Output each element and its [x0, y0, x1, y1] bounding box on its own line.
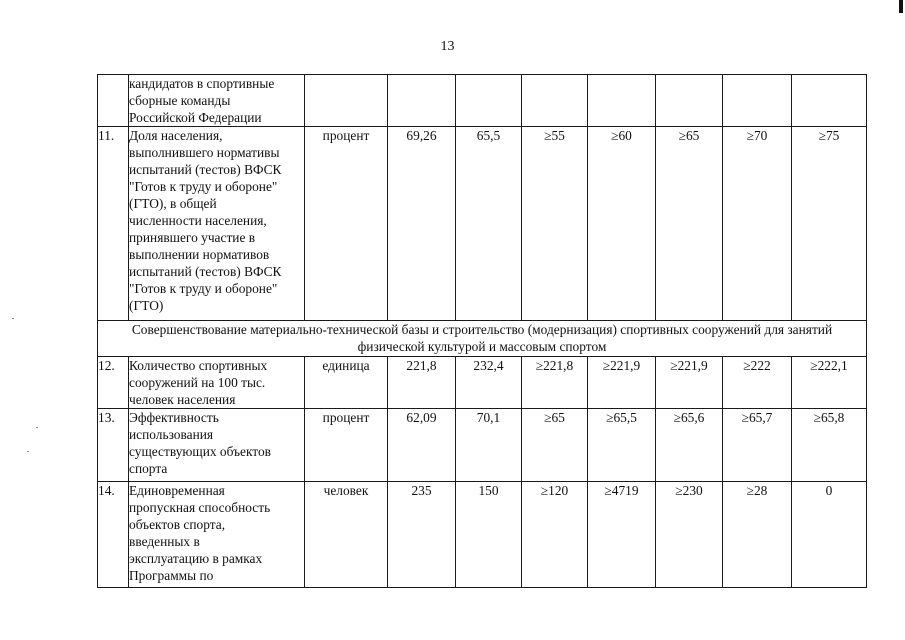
unit-cell: процент [305, 409, 388, 482]
indicator-name-line: "Готов к труду и обороне" [129, 179, 278, 194]
value-cell: ≥70 [723, 127, 792, 321]
table-row [98, 75, 867, 127]
scan-speck [27, 451, 29, 452]
value-cell: ≥55 [522, 127, 588, 321]
indicator-name-line: кандидатов в спортивные [129, 76, 275, 91]
page-number: 13 [440, 39, 455, 54]
indicator-name-line: испытаний (тестов) ВФСК [129, 162, 282, 177]
value-cell [388, 75, 456, 127]
value-cell: 69,26 [388, 127, 456, 321]
indicator-name-line: испытаний (тестов) ВФСК [129, 264, 282, 279]
indicator-name-line: сооружений на 100 тыс. [129, 375, 266, 390]
indicator-name-line: сборные команды [129, 93, 231, 108]
indicator-name-line: пропускная способность [129, 500, 271, 515]
value-cell: ≥60 [588, 127, 656, 321]
indicator-name-line: спорта [129, 461, 168, 476]
table-row [98, 482, 867, 588]
indicator-name-line: численности населения, [129, 213, 267, 228]
table-body [98, 75, 867, 588]
indicator-name-line: Доля населения, [129, 128, 223, 143]
indicator-name-line: человек населения [129, 392, 236, 407]
indicator-name [129, 409, 305, 482]
value-cell: ≥120 [522, 482, 588, 588]
value-cell: 0 [792, 482, 867, 588]
value-cell: 221,8 [388, 357, 456, 409]
indicator-name-line: объектов спорта, [129, 517, 226, 532]
indicator-name [129, 127, 305, 321]
value-cell: ≥28 [723, 482, 792, 588]
indicator-name-line: введенных в [129, 534, 200, 549]
value-cell [656, 75, 723, 127]
row-number: 12. [98, 357, 129, 409]
value-cell: 70,1 [456, 409, 522, 482]
indicator-name-line: принявшего участие в [129, 230, 256, 245]
indicator-name-line: "Готов к труду и обороне" [129, 281, 278, 296]
value-cell: 65,5 [456, 127, 522, 321]
indicator-name-line: Российской Федерации [129, 110, 262, 125]
value-cell: ≥221,8 [522, 357, 588, 409]
indicator-name [129, 357, 305, 409]
indicator-name-line: существующих объектов [129, 444, 271, 459]
scan-speck [12, 318, 14, 319]
table-row [98, 127, 867, 321]
value-cell: ≥221,9 [588, 357, 656, 409]
unit-cell: человек [305, 482, 388, 588]
value-cell: ≥65,8 [792, 409, 867, 482]
indicator-name-line: эксплуатацию в рамках [129, 551, 263, 566]
value-cell: ≥4719 [588, 482, 656, 588]
table-row [98, 409, 867, 482]
unit-cell: единица [305, 357, 388, 409]
table-row [98, 357, 867, 409]
indicator-name-line: Количество спортивных [129, 358, 268, 373]
scan-edge-mark [899, 0, 903, 13]
value-cell: 235 [388, 482, 456, 588]
value-cell: 62,09 [388, 409, 456, 482]
value-cell [522, 75, 588, 127]
unit-cell [305, 75, 388, 127]
value-cell: ≥221,9 [656, 357, 723, 409]
section-row [98, 321, 867, 357]
indicator-name [129, 75, 305, 127]
value-cell [792, 75, 867, 127]
value-cell: ≥65 [656, 127, 723, 321]
value-cell: ≥65,5 [588, 409, 656, 482]
value-cell: ≥222 [723, 357, 792, 409]
indicator-name-line: (ГТО), в общей [129, 196, 217, 211]
row-number: 13. [98, 409, 129, 482]
scan-speck [36, 427, 38, 428]
value-cell: 150 [456, 482, 522, 588]
value-cell: 232,4 [456, 357, 522, 409]
value-cell: ≥75 [792, 127, 867, 321]
value-cell: ≥230 [656, 482, 723, 588]
indicator-name-line: Программы по [129, 568, 214, 583]
value-cell [588, 75, 656, 127]
value-cell: ≥222,1 [792, 357, 867, 409]
row-number: 14. [98, 482, 129, 588]
row-number [98, 75, 129, 127]
indicator-name-line: выполнившего нормативы [129, 145, 280, 160]
indicator-name-line: выполнении нормативов [129, 247, 270, 262]
row-number: 11. [98, 127, 129, 321]
indicator-name-line: использования [129, 427, 214, 442]
value-cell: ≥65,6 [656, 409, 723, 482]
indicator-name-line: Единовременная [129, 483, 225, 498]
value-cell: ≥65 [522, 409, 588, 482]
indicator-name [129, 482, 305, 588]
unit-cell: процент [305, 127, 388, 321]
indicators-table [97, 74, 867, 588]
indicator-name-line: (ГТО) [129, 298, 164, 313]
section-heading: Совершенствование материально-технической базы и строительство (модернизация) спортивных сооружений для занятий физической культурой и массовым спортом [98, 321, 867, 357]
indicator-name-line: Эффективность [129, 410, 219, 425]
value-cell [456, 75, 522, 127]
value-cell [723, 75, 792, 127]
value-cell: ≥65,7 [723, 409, 792, 482]
